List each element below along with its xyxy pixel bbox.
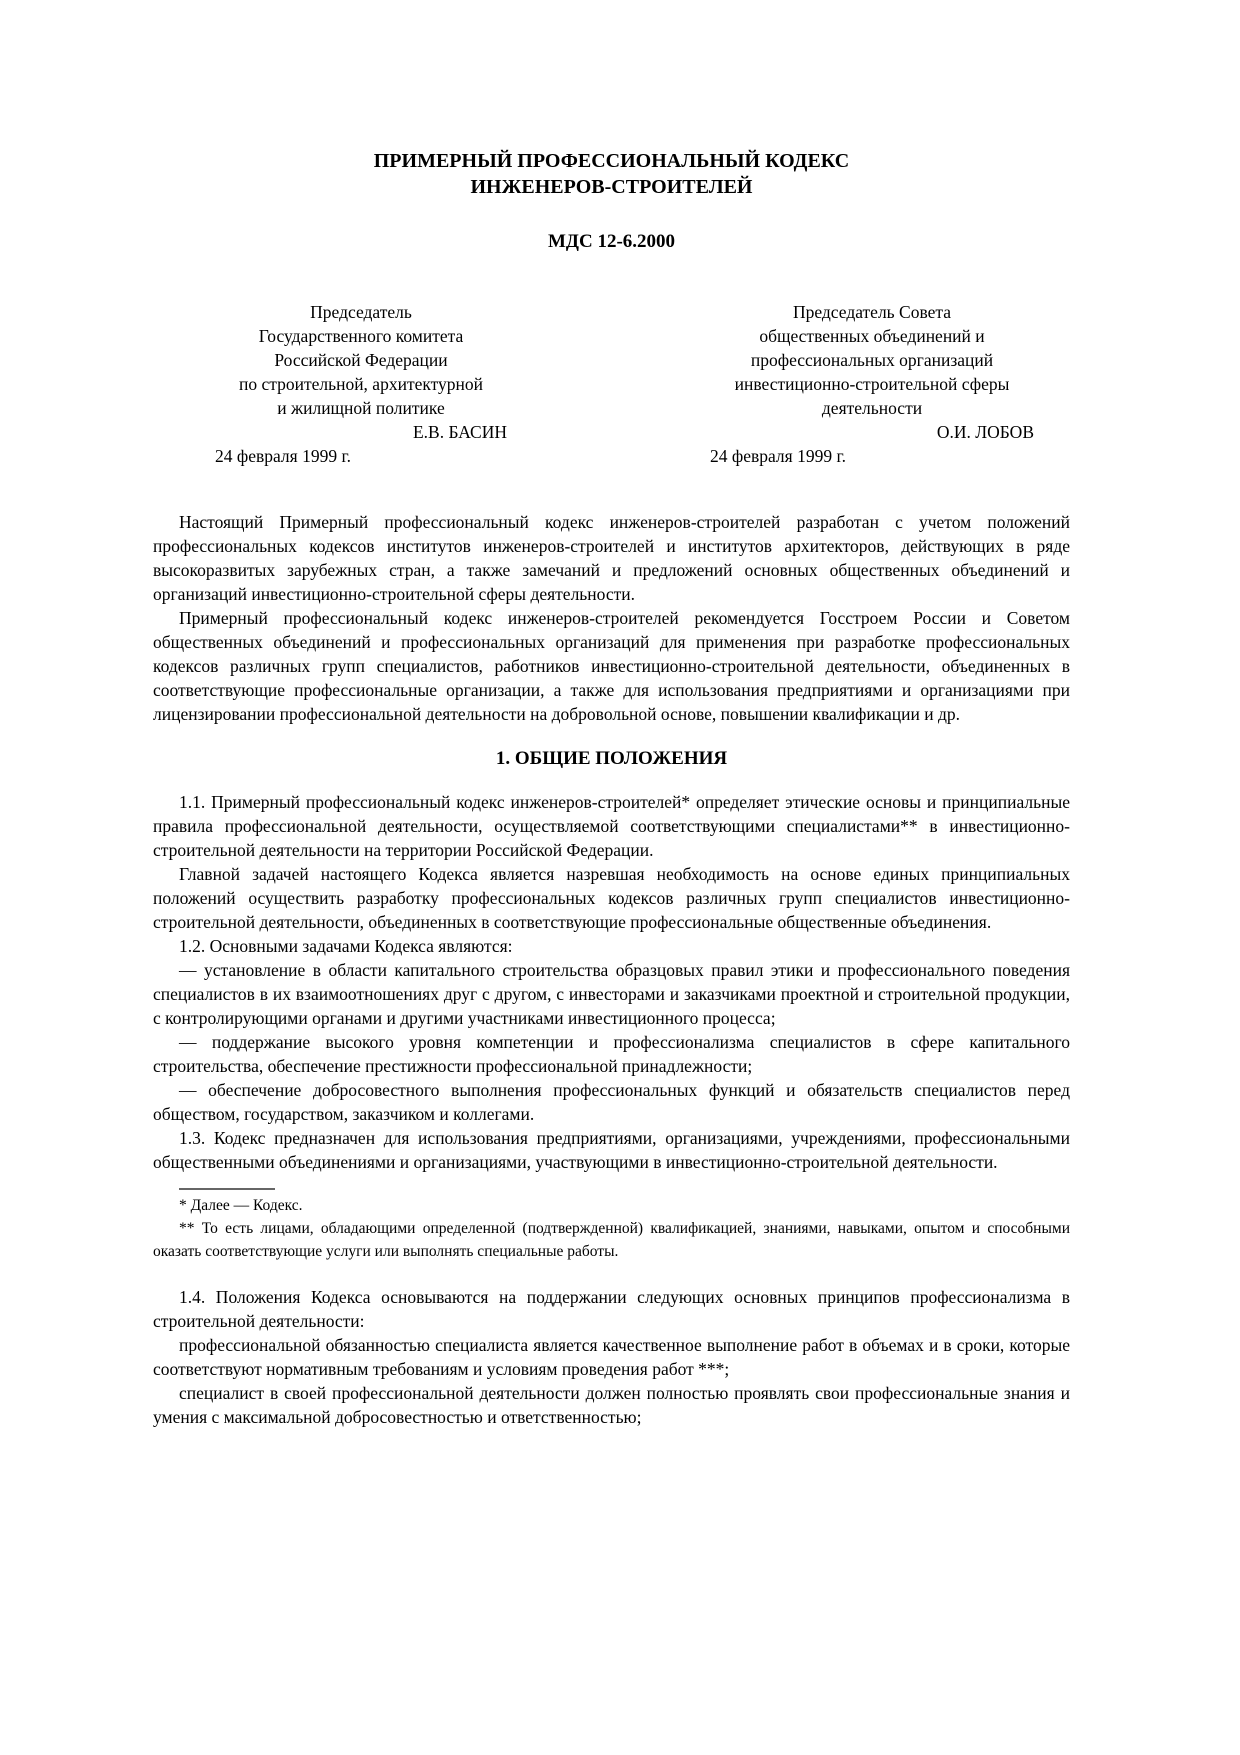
document-code: МДС 12-6.2000 <box>547 231 676 252</box>
body-paragraph: — обеспечение добросовестного выполнения профессиональных функций и обязательств специалистов перед обществом, государством, заказчиком и коллегами. <box>153 1080 1070 1124</box>
intro-paragraph: Настоящий Примерный профессиональный кодекс инженеров-строителей разработан с учетом положений профессиональных кодексов институтов инженеров-строителей и институтов архитекторов, действующих в ряде высокоразвитых зарубежных стран, а также замечаний и предложений основных общественных объединений и организаций инвестиционно-строительной сферы деятельности. <box>153 512 1070 604</box>
signature-left <box>215 300 507 468</box>
signatory-role-line: общественных объединений и <box>759 326 985 346</box>
intro-paragraph: Примерный профессиональный кодекс инженеров-строителей рекомендуется Госстроем России и Советом общественных объединений и профессиональных организаций для применения при разработке профессиональных кодексов различных групп специалистов, работников инвестиционно-строительной деятельности, объединенных в соответствующие профессиональные организации, а также для использования предприятиями и организациями при лицензировании профессиональной деятельности на добровольной основе, повышении квалификации и др. <box>153 608 1070 724</box>
document-title <box>153 148 1070 200</box>
signature-date: 24 февраля 1999 г. <box>215 446 352 466</box>
footnote: * Далее — Кодекс. <box>179 1197 303 1214</box>
footnote: ** То есть лицами, обладающими определенной (подтвержденной) квалификацией, знаниями, навыками, опытом и способными оказать соответствующие услуги или выполнять специальные работы. <box>153 1220 1070 1260</box>
signature-section <box>215 300 1034 468</box>
signatory-role-line: Российской Федерации <box>274 350 448 370</box>
signature-date: 24 февраля 1999 г. <box>710 446 847 466</box>
signatory-name: О.И. ЛОБОВ <box>936 422 1034 442</box>
signatory-role-line: профессиональных организаций <box>750 350 994 370</box>
signatory-role-line: Председатель Совета <box>792 302 952 322</box>
footnote-divider <box>179 1188 275 1190</box>
body-paragraph: специалист в своей профессиональной деятельности должен полностью проявлять свои профессиональные знания и умения с максимальной добросовестностью и ответственностью; <box>153 1383 1070 1427</box>
body-paragraph: Главной задачей настоящего Кодекса является назревшая необходимость на основе единых принципиальных положений осуществить разработку профессиональных кодексов различных групп специалистов инвестиционно-строительной деятельности, объединенных в соответствующие профессиональные общественные объединения. <box>153 864 1070 932</box>
continued-body <box>153 1285 1070 1429</box>
body-paragraph: — установление в области капитального строительства образцовых правил этики и профессионального поведения специалистов в их взаимоотношениях друг с другом, с инвесторами и заказчиками проектной и строительной продукции, с контролирующими органами и другими участниками инвестиционного процесса; <box>153 960 1070 1028</box>
signatory-role-line: инвестиционно-строительной сферы <box>734 374 1010 394</box>
body-paragraph: 1.1. Примерный профессиональный кодекс инженеров-строителей* определяет этические основы и принципиальные правила профессиональной деятельности, осуществляемой соответствующими специалистами** в инвестиционно-строительной деятельности на территории Российской Федерации. <box>153 792 1070 860</box>
signatory-role-line: Председатель <box>310 302 412 322</box>
signatory-role-line: деятельности <box>821 398 923 418</box>
document-title-line1: ПРИМЕРНЫЙ ПРОФЕССИОНАЛЬНЫЙ КОДЕКС <box>373 150 850 172</box>
signatory-role-line: Государственного комитета <box>258 326 464 346</box>
footnote-block <box>153 1188 1070 1263</box>
signatory-role-line: и жилищной политике <box>277 398 445 418</box>
document-title-line2: ИНЖЕНЕРОВ-СТРОИТЕЛЕЙ <box>470 176 753 198</box>
body-paragraph: — поддержание высокого уровня компетенции и профессионализма специалистов в сфере капитального строительства, обеспечение престижности профессиональной принадлежности; <box>153 1032 1070 1076</box>
body-paragraph: 1.3. Кодекс предназначен для использования предприятиями, организациями, учреждениями, профессиональными общественными объединениями и организациями, участвующими в инвестиционно-строительной деятельности. <box>153 1128 1070 1172</box>
document-body <box>153 510 1070 1429</box>
body-paragraph: 1.2. Основными задачами Кодекса являются: <box>179 936 513 956</box>
body-paragraph: профессиональной обязанностью специалиста является качественное выполнение работ в объемах и в сроки, которые соответствуют нормативным требованиям и условиям проведения работ ***; <box>153 1335 1070 1379</box>
signature-right <box>710 300 1034 468</box>
signatory-role-line: по строительной, архитектурной <box>238 374 484 394</box>
section-heading: 1. ОБЩИЕ ПОЛОЖЕНИЯ <box>495 748 728 769</box>
signatory-name: Е.В. БАСИН <box>412 422 507 442</box>
body-paragraph: 1.4. Положения Кодекса основываются на поддержании следующих основных принципов профессионализма в строительной деятельности: <box>153 1287 1070 1331</box>
